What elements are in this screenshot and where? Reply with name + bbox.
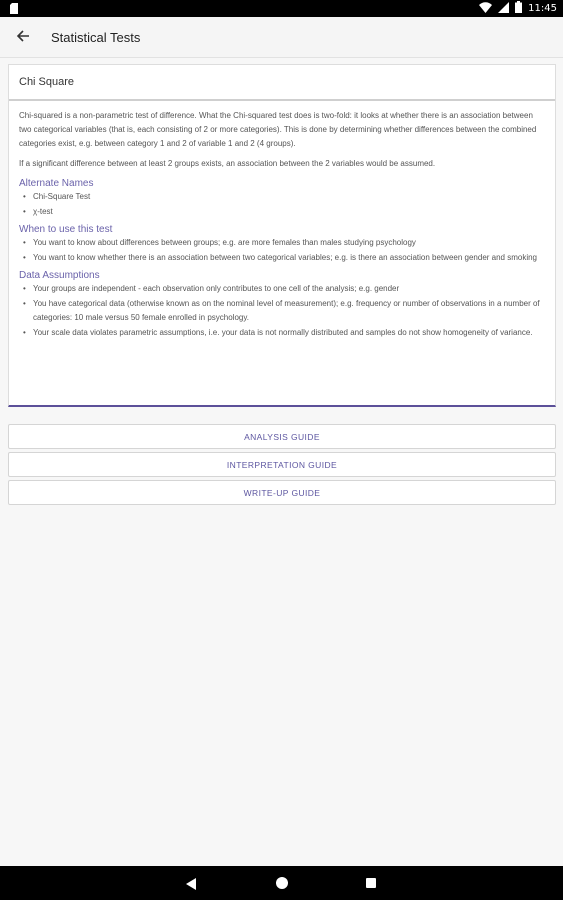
data-assumptions-list [19, 282, 545, 340]
alternate-names-title: Alternate Names [19, 178, 94, 189]
data-assumptions-title: Data Assumptions [19, 270, 100, 281]
analysis-guide-button[interactable]: ANALYSIS GUIDE [8, 424, 556, 449]
page-title: Statistical Tests [51, 30, 141, 45]
list-item: • You want to know whether there is an association between two categorical variables; e.g. is there an association between gender and smoking [22, 251, 545, 266]
signal-icon [498, 2, 509, 16]
app-bar [0, 17, 563, 58]
card-body [9, 101, 555, 340]
list-item: • You have categorical data (otherwise known as on the nominal level of measurement); e.g. frequency or number of observations in a number of categories: 10 male versus 50 female enrolled in psychology. [22, 297, 545, 326]
test-description: Chi-squared is a non-parametric test of difference. What the Chi-squared test does is two-fold: it looks at whether there is an association between two categorical variables (that is, each consisting of 2 or more categories). This is done by determining whether differences between the combined categories exist, e.g. between category 1 and 2 of variable 1 and 2 (4 groups). [19, 111, 537, 148]
list-item: • You want to know about differences between groups; e.g. are more females than males studying psychology [22, 236, 545, 251]
nav-home-icon[interactable] [276, 877, 288, 889]
status-icons [479, 2, 557, 15]
nav-recents-icon[interactable] [366, 878, 376, 888]
navigation-bar [0, 866, 563, 900]
write-up-guide-button[interactable]: WRITE-UP GUIDE [8, 480, 556, 505]
list-item: • Your scale data violates parametric assumptions, i.e. your data is not normally distributed and samples do not show homogeneity of variance. [22, 326, 545, 341]
back-button[interactable] [12, 27, 34, 49]
wifi-icon [479, 2, 492, 16]
arrow-back-icon [16, 29, 30, 48]
clock-time: 11:45 [528, 3, 557, 14]
test-note: If a significant difference between at least 2 groups exists, an association between the 2 variables would be assumed. [19, 159, 436, 168]
list-item: • χ-test [22, 205, 545, 220]
when-to-use-title: When to use this test [19, 224, 113, 235]
card-title: Chi Square [9, 65, 555, 101]
interpretation-guide-button[interactable]: INTERPRETATION GUIDE [8, 452, 556, 477]
status-bar [0, 0, 563, 17]
list-item: • Chi-Square Test [22, 190, 545, 205]
test-card [8, 64, 556, 407]
when-to-use-list [19, 236, 545, 265]
list-item: • Your groups are independent - each observation only contributes to one cell of the analysis; e.g. gender [22, 282, 545, 297]
battery-icon [515, 1, 522, 16]
nav-back-icon[interactable] [186, 877, 198, 889]
sd-card-icon [10, 3, 18, 14]
alternate-names-list [19, 190, 545, 219]
